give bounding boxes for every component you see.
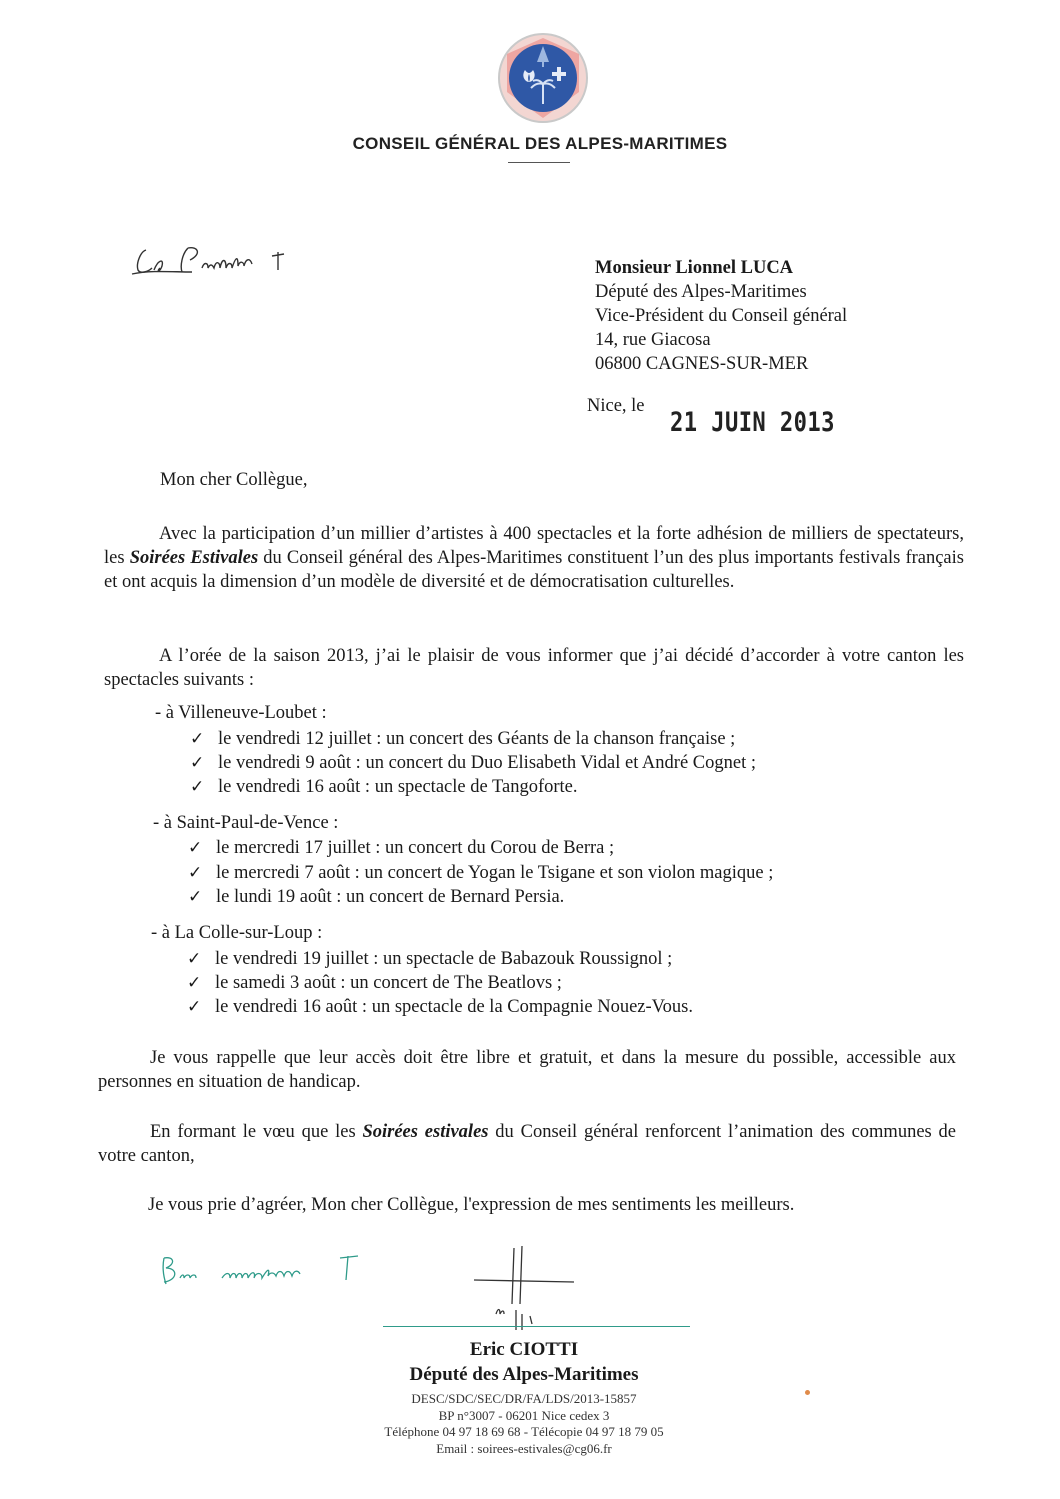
list-item-text: le vendredi 12 juillet : un concert des Géants de la chanson française ; <box>218 729 736 749</box>
list-item <box>187 973 562 994</box>
check-icon: ✓ <box>190 729 205 749</box>
footer-email: Email : soirees-estivales@cg06.fr <box>436 1440 612 1456</box>
check-icon: ✓ <box>187 949 202 969</box>
check-icon: ✓ <box>188 863 203 883</box>
festival-name-emphasis: Soirées Estivales <box>129 548 259 568</box>
signer-name: Eric CIOTTI <box>469 1339 579 1360</box>
paragraph-4-text-start: En formant le vœu que les <box>150 1122 363 1142</box>
recipient-line-3: 14, rue Giacosa <box>595 330 711 350</box>
paragraph-2-text: A l’orée de la saison 2013, j’ai le plaisir de vous informer que j’ai décidé d’accorder à votre canton les spectacles suivants : <box>104 646 964 690</box>
list-item-text: le vendredi 16 août : un spectacle de la Compagnie Nouez-Vous. <box>215 997 693 1017</box>
header-divider <box>508 162 570 163</box>
president-title-signature <box>128 242 308 282</box>
paragraph-2 <box>104 644 964 692</box>
list-item <box>188 887 564 908</box>
handwritten-note <box>158 1250 378 1290</box>
check-icon: ✓ <box>187 997 202 1017</box>
venue-label: - à Saint-Paul-de-Vence : <box>153 813 339 833</box>
place-label: Nice, le <box>587 396 645 416</box>
check-icon: ✓ <box>190 777 205 797</box>
list-item <box>190 777 578 798</box>
paragraph-1 <box>104 522 964 594</box>
list-item <box>187 949 672 970</box>
list-item-text: le lundi 19 août : un concert de Bernard Persia. <box>216 887 565 907</box>
list-item <box>187 997 693 1018</box>
recipient-line-4: 06800 CAGNES-SUR-MER <box>595 354 809 374</box>
footer-phones: Téléphone 04 97 18 69 68 - Télécopie 04 97 18 79 05 <box>384 1424 664 1439</box>
footer-reference: DESC/SDC/SEC/DR/FA/LDS/2013-15857 <box>411 1391 637 1406</box>
list-item-text: le mercredi 17 juillet : un concert du Corou de Berra ; <box>216 838 615 858</box>
venue-label: - à Villeneuve-Loubet : <box>155 703 327 723</box>
footer <box>0 1391 1048 1457</box>
venue-label: - à La Colle-sur-Loup : <box>151 923 323 943</box>
coat-of-arms-icon <box>497 32 589 124</box>
list-item-text: le vendredi 9 août : un concert du Duo Elisabeth Vidal et André Cognet ; <box>218 753 756 773</box>
festival-name-emphasis: Soirées estivales <box>362 1122 489 1142</box>
signer-block <box>0 1337 1048 1387</box>
closing-formula: Je vous prie d’agréer, Mon cher Collègue, l'expression de mes sentiments les meilleurs. <box>148 1195 795 1215</box>
date-stamp: 21 JUIN 2013 <box>670 407 835 438</box>
list-item <box>188 838 614 859</box>
list-item <box>190 753 756 774</box>
signature-mark <box>470 1240 580 1350</box>
salutation: Mon cher Collègue, <box>160 470 308 490</box>
recipient-name: Monsieur Lionnel LUCA <box>595 258 794 278</box>
recipient-line-2: Vice-Président du Conseil général <box>595 306 848 326</box>
signature-line <box>383 1326 690 1327</box>
list-item-text: le samedi 3 août : un concert de The Beatlovs ; <box>215 973 562 993</box>
ink-dot <box>805 1390 810 1395</box>
paragraph-1-text-end: du Conseil général des Alpes-Maritimes constituent l’un des plus importants festivals français et ont acquis la dimension d’un modèle de diversité et de démocratisation culturelles. <box>104 548 964 592</box>
paragraph-3 <box>98 1046 956 1094</box>
paragraph-1-text-start: Avec la participation d’un millier d’artistes à 400 spectacles et la forte adhésion de milliers de spectateurs, les <box>104 524 964 568</box>
recipient-line-1: Député des Alpes-Maritimes <box>595 282 807 302</box>
paragraph-4 <box>98 1120 956 1168</box>
list-item-text: le vendredi 19 juillet : un spectacle de Babazouk Roussignol ; <box>215 949 673 969</box>
footer-address: BP n°3007 - 06201 Nice cedex 3 <box>438 1407 610 1423</box>
check-icon: ✓ <box>190 753 205 773</box>
list-item-text: le vendredi 16 août : un spectacle de Tangoforte. <box>218 777 578 797</box>
signer-title: Député des Alpes-Maritimes <box>409 1364 639 1385</box>
check-icon: ✓ <box>188 838 203 858</box>
list-item <box>190 729 735 750</box>
paragraph-3-text: Je vous rappelle que leur accès doit être libre et gratuit, et dans la mesure du possible, accessible aux personnes en situation de handicap. <box>98 1048 956 1092</box>
check-icon: ✓ <box>187 973 202 993</box>
list-item-text: le mercredi 7 août : un concert de Yogan le Tsigane et son violon magique ; <box>216 863 774 883</box>
paragraph-4-text-end: du Conseil général renforcent l’animation des communes de votre canton, <box>98 1122 957 1166</box>
organization-name: CONSEIL GÉNÉRAL DES ALPES-MARITIMES <box>352 134 728 153</box>
check-icon: ✓ <box>188 887 203 907</box>
recipient-address <box>595 256 847 376</box>
list-item <box>188 863 773 884</box>
